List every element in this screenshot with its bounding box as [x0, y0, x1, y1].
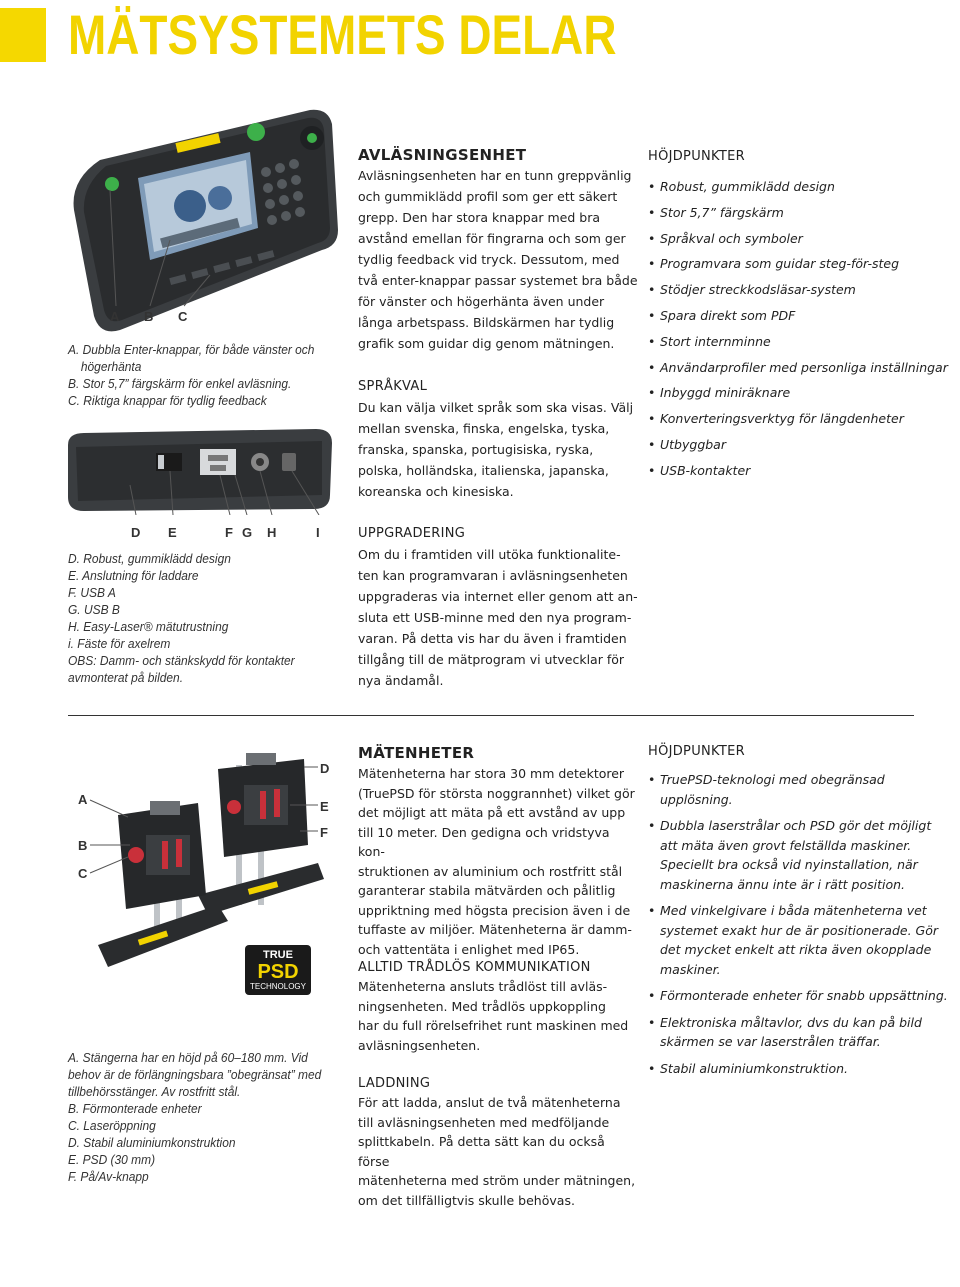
display-unit-image	[60, 100, 340, 340]
avlasning-line: grafik som guidar dig genom mätningen.	[358, 336, 615, 351]
avlasning-line: grepp. Den har stora knappar med bra	[358, 210, 601, 225]
hojdpunkter1-heading: HÖJDPUNKTER	[648, 149, 745, 164]
label-d: D	[131, 525, 141, 540]
uppgradering-line: ten kan programvaran i avläsningsenheten	[358, 568, 628, 583]
highlight-item: • Spara direkt som PDF	[648, 303, 948, 329]
mu-label-e: E	[320, 799, 329, 814]
laddning-line: till avläsningsenheten med medföljande	[358, 1114, 610, 1130]
mu-caption-d: D. Stabil aluminiumkonstruktion	[68, 1135, 236, 1150]
caption-b: B. Stor 5,7” färgskärm för enkel avläsning.	[68, 376, 292, 391]
highlight2-line: att mäta även grovt felställda maskiner.	[660, 837, 912, 853]
label-g: G	[242, 525, 253, 540]
uppgradering-heading: UPPGRADERING	[358, 526, 466, 541]
highlight2-line: Speciellt bra också vid nyinstallation, när	[660, 857, 918, 872]
matenheter-line: struktionen av aluminium och rostfritt stål	[358, 863, 623, 879]
mu-label-b: B	[78, 838, 88, 853]
label-f: F	[225, 525, 233, 540]
highlight2-line: maskinerna ännu inte är i rätt position.	[660, 876, 906, 892]
matenheter-line: och vattentäta i enlighet med IP65.	[358, 941, 580, 957]
mu-label-f: F	[320, 825, 328, 840]
matenheter-line: Mätenheterna har stora 30 mm detektorer	[358, 766, 625, 781]
highlight2-line: • TruePSD-teknologi med obegränsad upplösning.	[660, 772, 885, 807]
matenheter-line: uppriktning med högsta precision även i de	[358, 902, 631, 918]
sprak-line: koreanska och kinesiska.	[358, 484, 514, 499]
uppgradering-line: nya ändamål.	[358, 673, 444, 688]
mu-label-d: D	[320, 761, 330, 776]
label-b: B	[144, 309, 154, 324]
highlight-item: • Utbyggbar	[648, 432, 948, 458]
psd-badge-bottom: TECHNOLOGY	[249, 982, 306, 991]
sprak-line: franska, spanska, portugisiska, ryska,	[358, 442, 594, 457]
laddning-line: För att ladda, anslut de två mätenheterna	[358, 1095, 621, 1110]
matenheter-body	[358, 764, 638, 959]
mu-caption-a: A. Stängerna har en höjd på 60–180 mm. Vid	[68, 1050, 308, 1065]
caption-obs-cont: avmonterat på bilden.	[68, 670, 184, 685]
highlight-item: • USB-kontakter	[648, 458, 948, 484]
caption-c: C. Riktiga knappar för tydlig feedback	[68, 393, 267, 408]
highlight2-item	[648, 901, 948, 979]
header-accent-bar	[0, 8, 46, 62]
uppgradering-body	[358, 544, 638, 691]
avlasning-heading: AVLÄSNINGSENHET	[358, 146, 527, 164]
laddning-line: splittkabeln. På detta sätt kan du också förse	[358, 1134, 605, 1169]
laddning-heading: LADDNING	[358, 1076, 431, 1091]
label-c: C	[178, 309, 188, 324]
caption-h: H. Easy-Laser® mätutrustning	[68, 619, 229, 634]
tradlos-line: ningsenheten. Med trådlös uppkoppling	[358, 998, 606, 1014]
mu-caption-a-cont2: tillbehörsstänger. Av rostfritt stål.	[68, 1084, 241, 1099]
uppgradering-line: tillgång till de mätprogram vi utvecklar för	[358, 652, 625, 667]
tradlos-line: har du full rörelsefrihet runt maskinen med	[358, 1018, 629, 1033]
caption-a-cont: högerhänta	[80, 359, 142, 374]
psd-badge	[245, 945, 311, 995]
highlight2-line: • Förmonterade enheter för snabb uppsättning.	[660, 988, 948, 1003]
hojdpunkter2-list	[648, 770, 948, 1085]
highlight-item: • Stödjer streckkodsläsar-system	[648, 277, 948, 303]
laddning-body	[358, 1093, 638, 1210]
highlight2-item	[648, 1013, 948, 1052]
highlight2-item	[648, 1059, 948, 1079]
section-divider	[68, 715, 914, 716]
psd-badge-top: TRUE	[263, 949, 293, 961]
avlasning-line: långa arbetspass. Bildskärmen har tydlig	[358, 315, 615, 330]
matenheter-line: det möjligt att mäta på ett avstånd av upp	[358, 805, 626, 820]
matenheter-line: till 10 meter. Den gedigna och vridstyva kon-	[358, 824, 610, 859]
mu-caption-a-cont: behov är de förlängningsbara ”obegränsat” med	[68, 1067, 322, 1082]
highlight2-line: • Med vinkelgivare i båda mätenheterna vet	[660, 903, 927, 918]
caption-f: F. USB A	[68, 585, 116, 600]
psd-badge-middle: PSD	[257, 961, 299, 983]
highlight2-line: • Dubbla laserstrålar och PSD gör det möjligt	[660, 818, 932, 833]
uppgradering-line: uppgraderas via internet eller genom att an-	[358, 589, 638, 604]
highlight-item: • Stort internminne	[648, 329, 948, 355]
label-e: E	[168, 525, 177, 540]
laddning-line: mätenheterna med ström under mätningen,	[358, 1173, 636, 1188]
sprak-line: polska, holländska, italienska, japanska,	[358, 463, 609, 478]
mu-label-c: C	[78, 866, 88, 881]
label-a: A	[110, 309, 120, 324]
highlight-item: • Programvara som guidar steg-för-steg	[648, 251, 948, 277]
highlight-item: • Robust, gummiklädd design	[648, 174, 948, 200]
display-captions	[68, 341, 344, 409]
highlight-item: • Användarprofiler med personliga inställningar	[648, 355, 948, 381]
avlasning-line: och gummiklädd profil som ger ett säkert	[358, 189, 618, 204]
measuring-captions	[68, 1049, 335, 1185]
display-unit-bottom-image	[60, 425, 340, 515]
matenheter-line: (TruePSD för största noggrannhet) vilket gör	[358, 785, 635, 801]
highlight2-line: det mycket enkelt att rikta även okopplade	[660, 942, 932, 957]
highlight2-item	[648, 986, 948, 1006]
bottom-captions	[68, 550, 344, 686]
laddning-line: om det tillfälligtvis skulle behövas.	[358, 1192, 575, 1208]
hojdpunkter2-heading: HÖJDPUNKTER	[648, 744, 745, 759]
tradlos-heading: ALLTID TRÅDLÖS KOMMUNIKATION	[358, 960, 591, 975]
matenheter-line: tuffaste av miljöer. Mätenheterna är damm-	[358, 922, 632, 937]
mu-label-a: A	[78, 792, 88, 807]
highlight2-line: systemet exakt hur de är positionerade. Gör	[660, 922, 938, 938]
highlight2-line: • Elektroniska måltavlor, dvs du kan på bild	[660, 1014, 922, 1030]
uppgradering-line: Om du i framtiden vill utöka funktionalite-	[358, 547, 621, 562]
tradlos-body	[358, 977, 638, 1055]
hojdpunkter1-list	[648, 174, 948, 484]
label-i: I	[316, 525, 320, 540]
highlight-item: • Stor 5,7” färgskärm	[648, 200, 948, 226]
avlasning-line: tydlig feedback vid tryck. Dessutom, med	[358, 252, 620, 267]
caption-g: G. USB B	[68, 602, 120, 617]
uppgradering-line: varan. På detta vis har du även i framtiden	[358, 631, 627, 646]
highlight2-line: • Stabil aluminiumkonstruktion.	[660, 1060, 848, 1076]
sprak-line: Du kan välja vilket språk som ska visas. Välj	[358, 400, 634, 415]
highlight2-item	[648, 770, 948, 809]
sprak-line: mellan svenska, finska, engelska, tyska,	[358, 421, 610, 436]
highlight2-item	[648, 816, 948, 894]
highlight-item: • Inbyggd miniräknare	[648, 380, 948, 406]
highlight-item: • Konverteringsverktyg för längdenheter	[648, 406, 948, 432]
avlasning-body	[358, 165, 638, 354]
label-h: H	[267, 525, 277, 540]
matenheter-line: garanterar stabila mätvärden och pålitlig	[358, 883, 616, 898]
avlasning-line: två enter-knappar passar systemet bra både	[358, 273, 638, 288]
highlight-item: • Språkval och symboler	[648, 226, 948, 252]
mu-caption-b: B. Förmonterade enheter	[68, 1101, 202, 1116]
avlasning-line: Avläsningsenheten har en tunn greppvänlig	[358, 168, 632, 183]
sprak-heading: SPRÅKVAL	[358, 379, 428, 394]
uppgradering-line: sluta ett USB-minne med den nya program-	[358, 610, 632, 625]
mu-caption-c: C. Laseröppning	[68, 1118, 156, 1133]
tradlos-line: Mätenheterna ansluts trådlöst till avläs-	[358, 979, 608, 994]
caption-a: A. Dubbla Enter-knappar, för både vänster och	[68, 342, 315, 357]
highlight2-line: skärmen se var laserstrålen träffar.	[660, 1034, 881, 1049]
mu-caption-f: F. På/Av-knapp	[68, 1169, 149, 1184]
avlasning-line: för vänster och högerhänta även under	[358, 294, 605, 309]
caption-i: i. Fäste för axelrem	[68, 636, 171, 651]
avlasning-line: avstånd emellan för fingrarna och som ger	[358, 231, 626, 246]
highlight2-line: maskiner.	[660, 961, 721, 977]
tradlos-line: avläsningsenheten.	[358, 1037, 481, 1053]
caption-d: D. Robust, gummiklädd design	[68, 551, 231, 566]
page-title: MÄTSYSTEMETS DELAR	[68, 3, 617, 66]
matenheter-heading: MÄTENHETER	[358, 744, 475, 762]
caption-obs: OBS: Damm- och stänkskydd för kontakter	[68, 653, 295, 668]
sprak-body	[358, 397, 638, 502]
mu-caption-e: E. PSD (30 mm)	[68, 1152, 156, 1167]
caption-e: E. Anslutning för laddare	[68, 568, 199, 583]
